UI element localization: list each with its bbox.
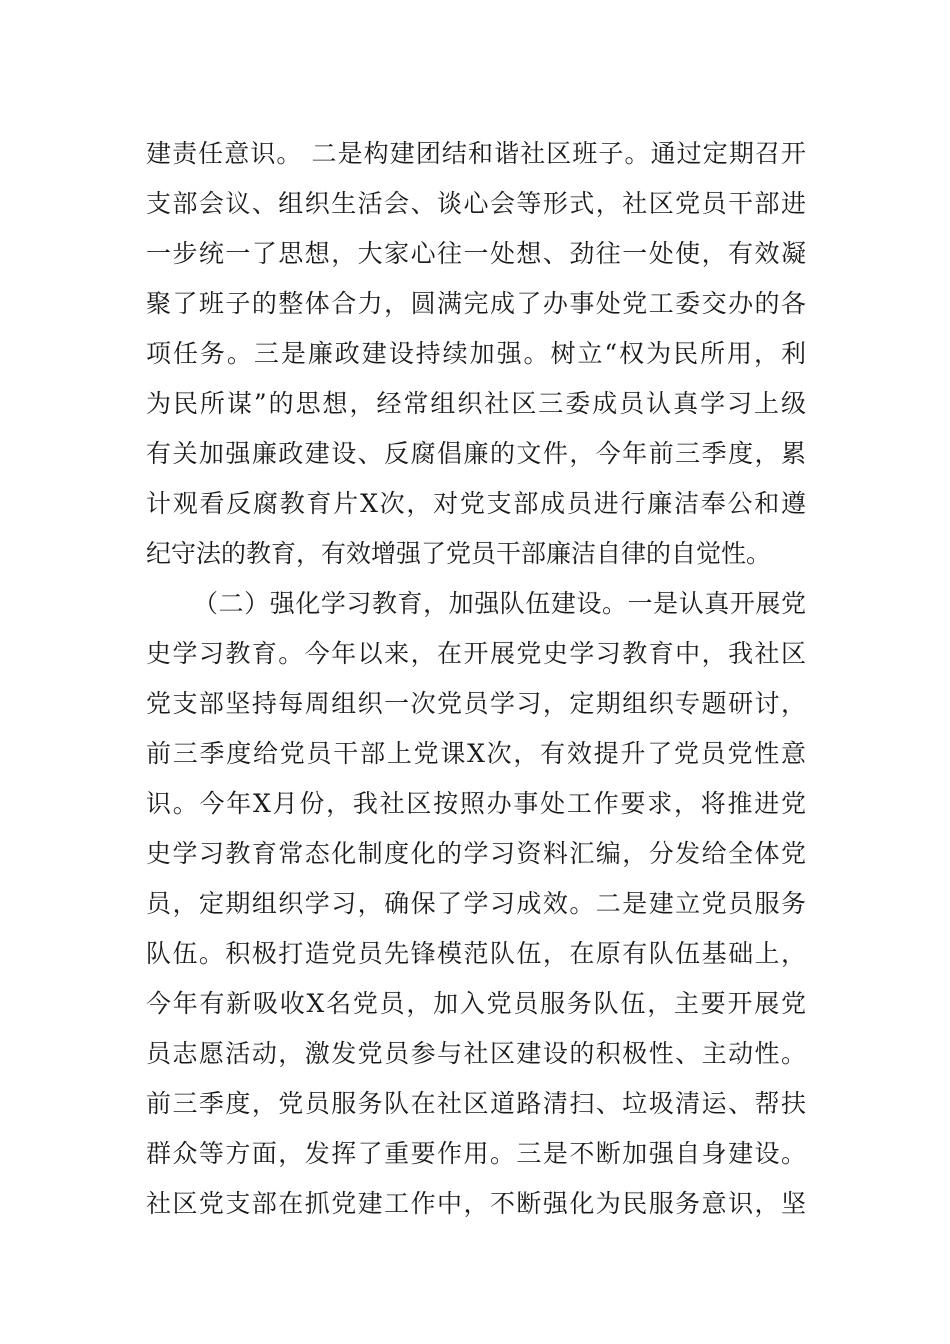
text-line: 史学习教育常态化制度化的学习资料汇编，分发给全体党 [146,839,806,868]
text-line: 员志愿活动，激发党员参与社区建设的积极性、主动性。 [146,1039,806,1068]
text-line: 有关加强廉政建设、反腐倡廉的文件，今年前三季度，累 [146,439,806,468]
text-line: 计观看反腐教育片X次，对党支部成员进行廉洁奉公和遵 [146,489,806,518]
text-line: 项任务。三是廉政建设持续加强。树立“权为民所用，利 [146,339,806,368]
text-line: 纪守法的教育，有效增强了党员干部廉洁自律的自觉性。 [146,539,772,568]
text-line: 今年有新吸收X名党员，加入党员服务队伍，主要开展党 [146,989,806,1018]
text-line: 聚了班子的整体合力，圆满完成了办事处党工委交办的各 [146,289,806,318]
text-line: 前三季度给党员干部上党课X次，有效提升了党员党性意 [146,739,806,768]
text-line: 群众等方面，发挥了重要作用。三是不断加强自身建设。 [146,1139,806,1168]
text-line: 队伍。积极打造党员先锋模范队伍，在原有队伍基础上， [146,939,806,968]
text-line: 史学习教育。今年以来，在开展党史学习教育中，我社区 [146,639,806,668]
text-line: 社区党支部在抓党建工作中，不断强化为民服务意识，坚 [146,1189,806,1218]
text-line: 一步统一了思想，大家心往一处想、劲往一处使，有效凝 [146,239,806,268]
section-heading-line: （二）强化学习教育，加强队伍建设。一是认真开展党 [193,589,806,618]
text-line: 建责任意识。 二是构建团结和谐社区班子。通过定期召开 [146,139,806,168]
text-line: 员，定期组织学习，确保了学习成效。二是建立党员服务 [146,889,806,918]
text-line: 支部会议、组织生活会、谈心会等形式，社区党员干部进 [146,189,806,218]
text-line: 党支部坚持每周组织一次党员学习，定期组织专题研讨， [146,689,806,718]
text-line: 识。今年X月份，我社区按照办事处工作要求，将推进党 [146,789,806,818]
text-line: 为民所谋”的思想，经常组织社区三委成员认真学习上级 [146,389,806,418]
text-line: 前三季度，党员服务队在社区道路清扫、垃圾清运、帮扶 [146,1089,806,1118]
